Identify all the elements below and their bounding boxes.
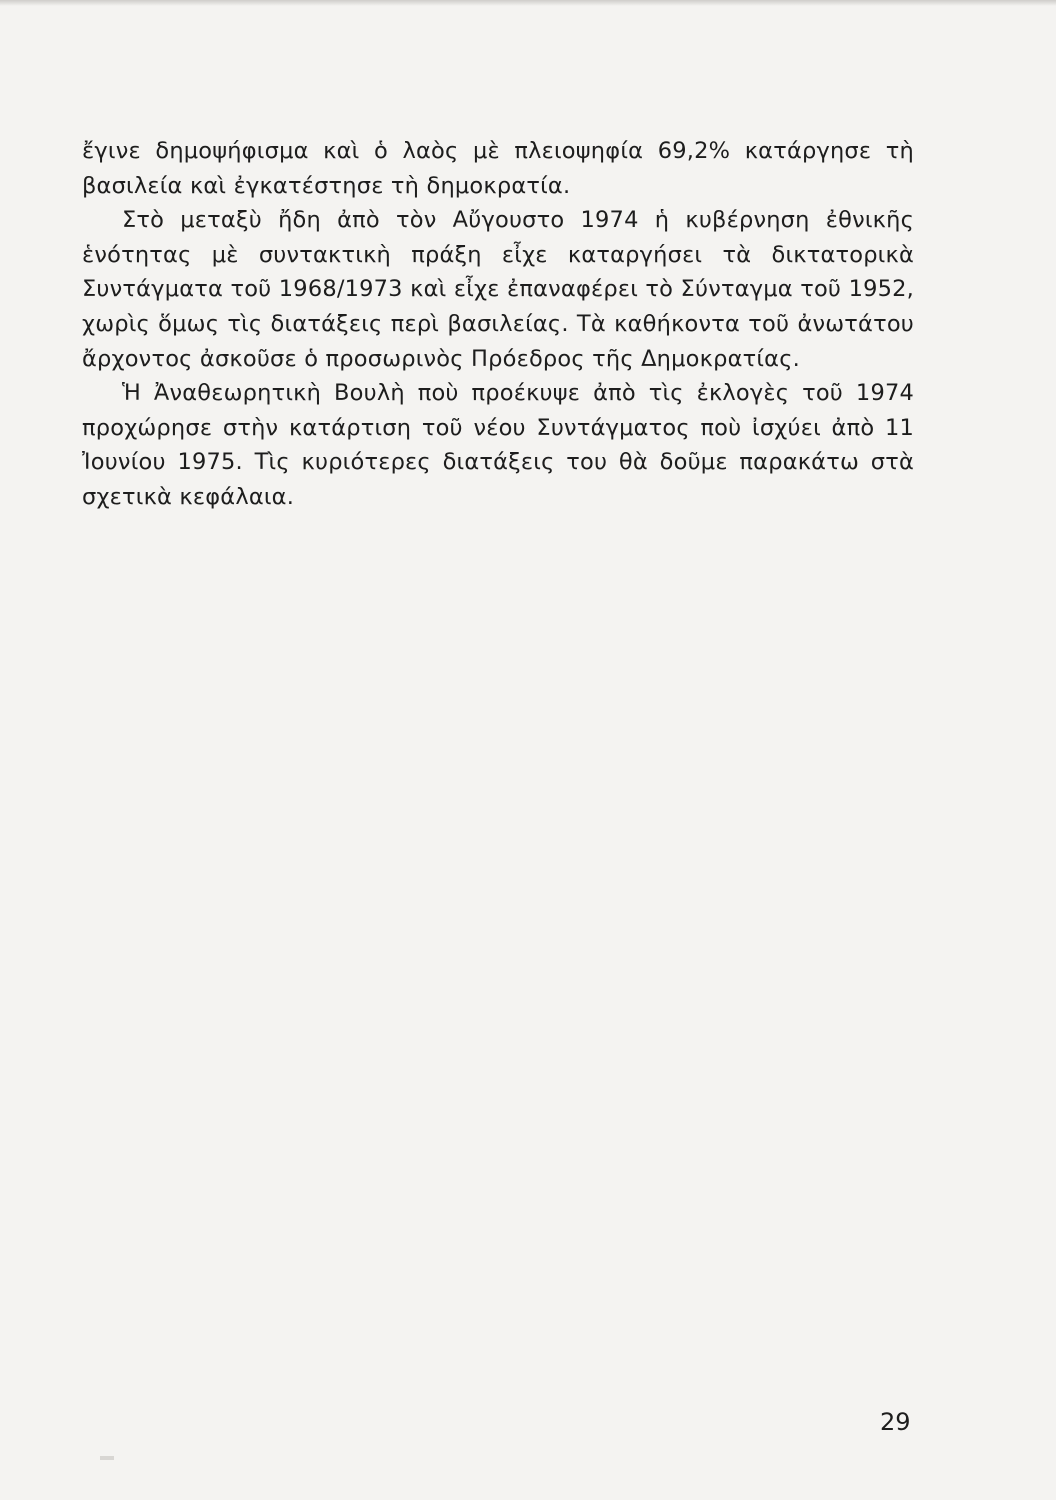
page-number: 29 <box>880 1408 911 1436</box>
body-text <box>82 134 914 515</box>
page-top-edge <box>0 0 1056 6</box>
paragraph-continuation: ἔγινε δημοψήφισμα καὶ ὁ λαὸς μὲ πλειοψηφία 69,2% κατάργησε τὴ βασιλεία καὶ ἐγκατέστησε τὴ δημοκρατία. <box>82 138 914 199</box>
paragraph-revisionary-parliament: Ἡ Ἀναθεωρητικὴ Βουλὴ ποὺ προέκυψε ἀπὸ τὶς ἐκλογὲς τοῦ 1974 προχώρησε στὴν κατάρτιση τοῦ νέου Συντάγματος ποὺ ἰσχύει ἀπὸ 11 Ἰουνίου 1975. Τὶς κυριότερες διατάξεις του θὰ δοῦμε παρακάτω στὰ σχετικὰ κεφάλαια. <box>82 380 914 510</box>
scan-artifact <box>100 1456 114 1460</box>
paragraph-constitution-1974: Στὸ μεταξὺ ἤδη ἀπὸ τὸν Αὔγουστο 1974 ἡ κυβέρνηση ἐθνικῆς ἑνότητας μὲ συντακτικὴ πράξη εἶχε καταργήσει τὰ δικτατορικὰ Συντάγματα τοῦ 1968/1973 καὶ εἶχε ἐπαναφέρει τὸ Σύνταγμα τοῦ 1952, χωρὶς ὅμως τὶς διατάξεις περὶ βασιλείας. Τὰ καθήκοντα τοῦ ἀνωτάτου ἄρχοντος ἀσκοῦσε ὁ προσωρινὸς Πρόεδρος τῆς Δημοκρατίας. <box>82 207 914 372</box>
